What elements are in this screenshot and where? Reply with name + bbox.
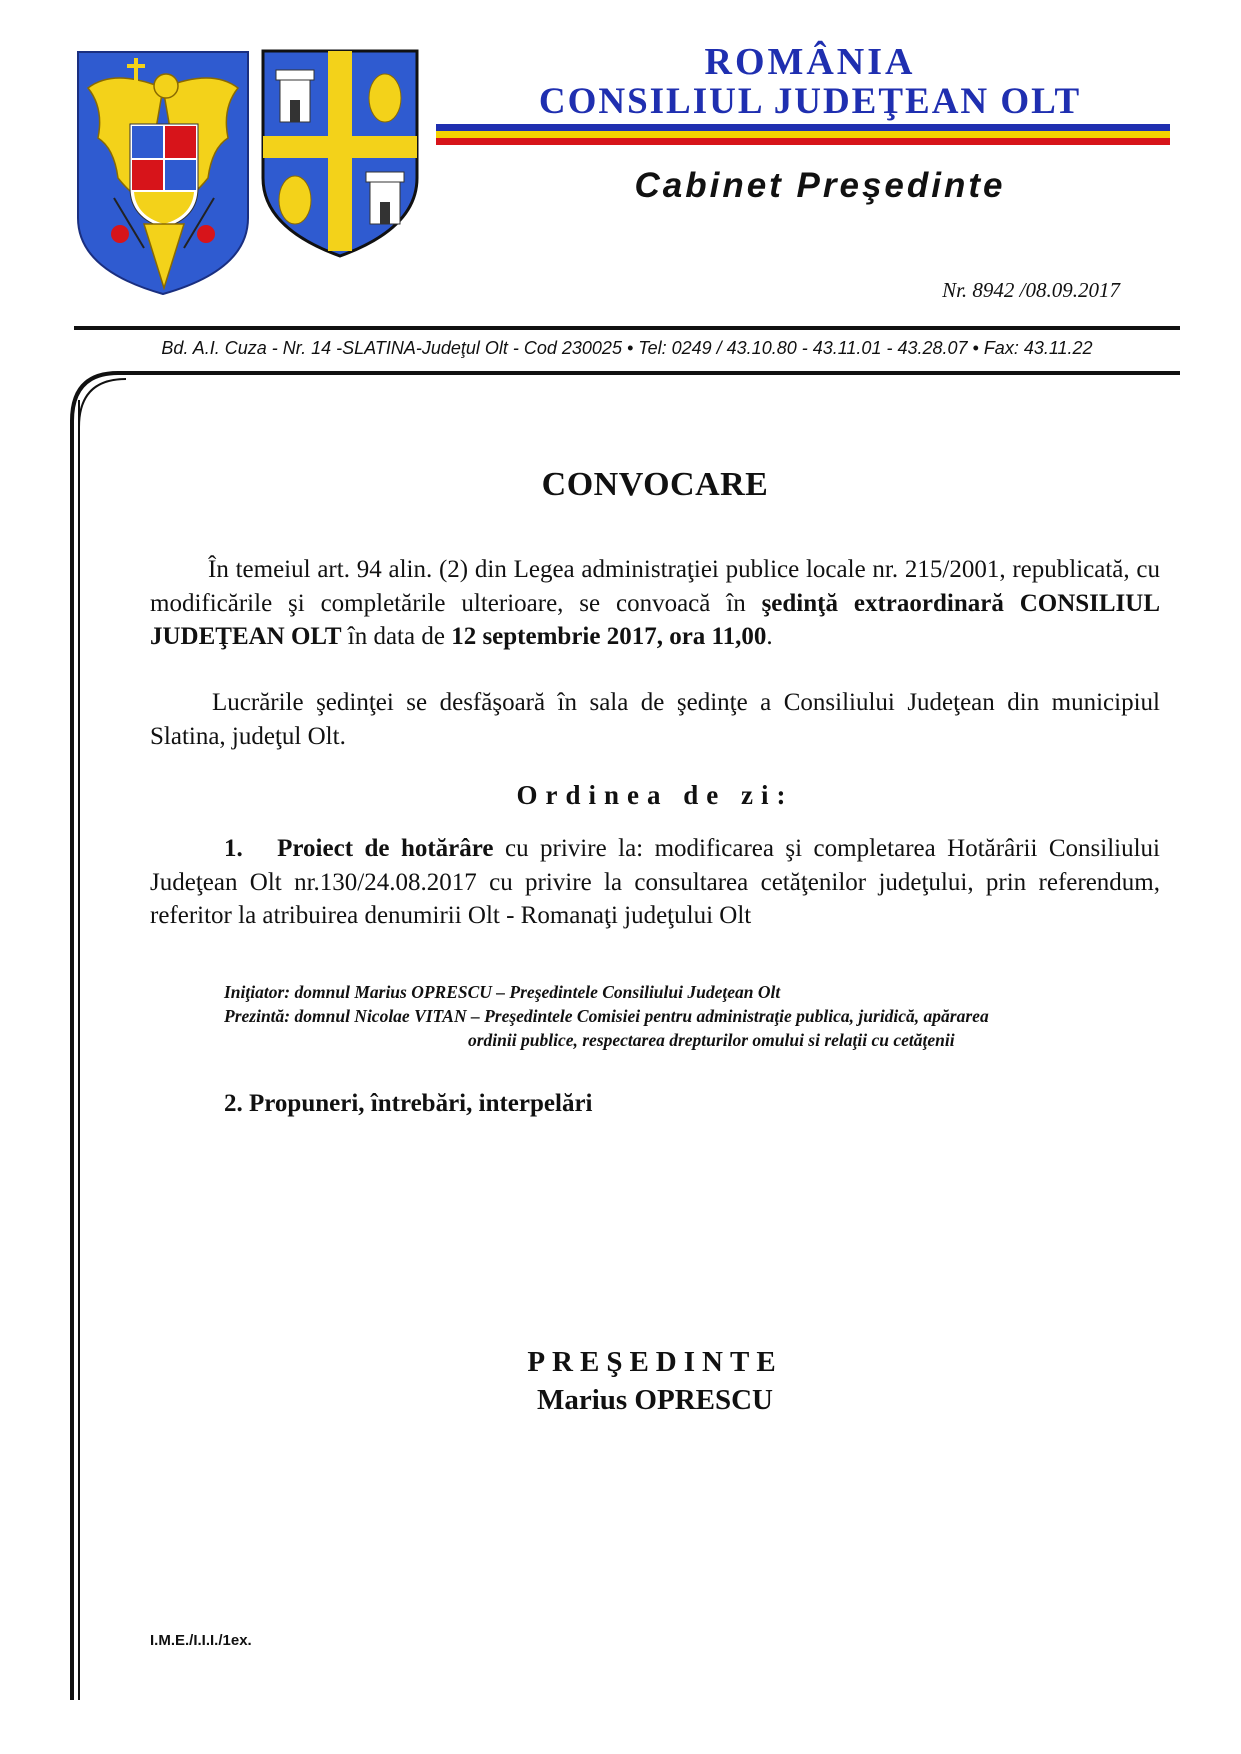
registration-number: Nr. 8942 /08.09.2017 bbox=[942, 278, 1120, 302]
frame-left-bar-inner bbox=[78, 400, 80, 1700]
signatory-role: PREŞEDINTE bbox=[527, 1346, 783, 1378]
flag-stripe-yellow bbox=[436, 131, 1170, 138]
header-rule-bottom bbox=[118, 371, 1180, 375]
flag-stripe-blue bbox=[436, 124, 1170, 131]
cabinet-title: Cabinet Preşedinte bbox=[634, 166, 1006, 205]
convocation-paragraph: În temeiul art. 94 alin. (2) din Legea administraţiei publice locale nr. 215/2001, republicată, cu modificările şi completările ulterioare, se convoacă în şedinţă extraordinară CONSILIUL JUDEŢEAN OLT în data de 12 septembrie 2017, ora 11,00. bbox=[150, 556, 1161, 650]
agenda-item-2: 2. Propuneri, întrebări, interpelări bbox=[224, 1090, 593, 1117]
agenda-title: Ordinea de zi: bbox=[516, 780, 794, 810]
frame-corner bbox=[70, 371, 170, 431]
presenter-note: Prezintă: domnul Nicolae VITAN – Preşedintele Comisiei pentru administraţie publica, juridică, apărarea bbox=[224, 1006, 989, 1026]
frame-left-bar bbox=[70, 420, 74, 1700]
country-name: ROMÂNIA bbox=[704, 41, 916, 83]
header-rule-top bbox=[74, 326, 1180, 330]
presenter-note-continued: ordinii publice, respectarea drepturilor omului si relaţii cu cetăţenii bbox=[468, 1030, 955, 1050]
signatory-name: Marius OPRESCU bbox=[536, 1384, 774, 1416]
address-line: Bd. A.I. Cuza - Nr. 14 -SLATINA-Judeţul Olt - Cod 230025 • Tel: 0249 / 43.10.80 - 43.11.01 - 43.28.07 • Fax: 43.11.22 bbox=[161, 338, 1093, 358]
romania-coat-of-arms bbox=[74, 48, 252, 296]
initiator-note: Iniţiator: domnul Marius OPRESCU – Preşedintele Consiliului Judeţean Olt bbox=[224, 982, 781, 1002]
document-title: CONVOCARE bbox=[541, 466, 769, 503]
olt-county-coat-of-arms bbox=[260, 48, 420, 260]
flag-stripe-red bbox=[436, 138, 1170, 145]
document-footer-code: I.M.E./I.I.I./1ex. bbox=[150, 1632, 252, 1649]
council-name: CONSILIUL JUDEŢEAN OLT bbox=[538, 81, 1082, 122]
agenda-item-1: 1. Proiect de hotărâre cu privire la: modificarea şi completarea Hotărârii Consiliului Judeţean Olt nr.130/24.08.2017 cu privire la consultarea cetăţenilor judeţului, prin referendum, referitor la atribuirea denumirii Olt - Romanaţi judeţului Olt bbox=[150, 835, 1160, 929]
venue-paragraph: Lucrările şedinţei se desfăşoară în sala de şedinţe a Consiliului Judeţean din municipiul Slatina, judeţul Olt. bbox=[150, 689, 1160, 750]
